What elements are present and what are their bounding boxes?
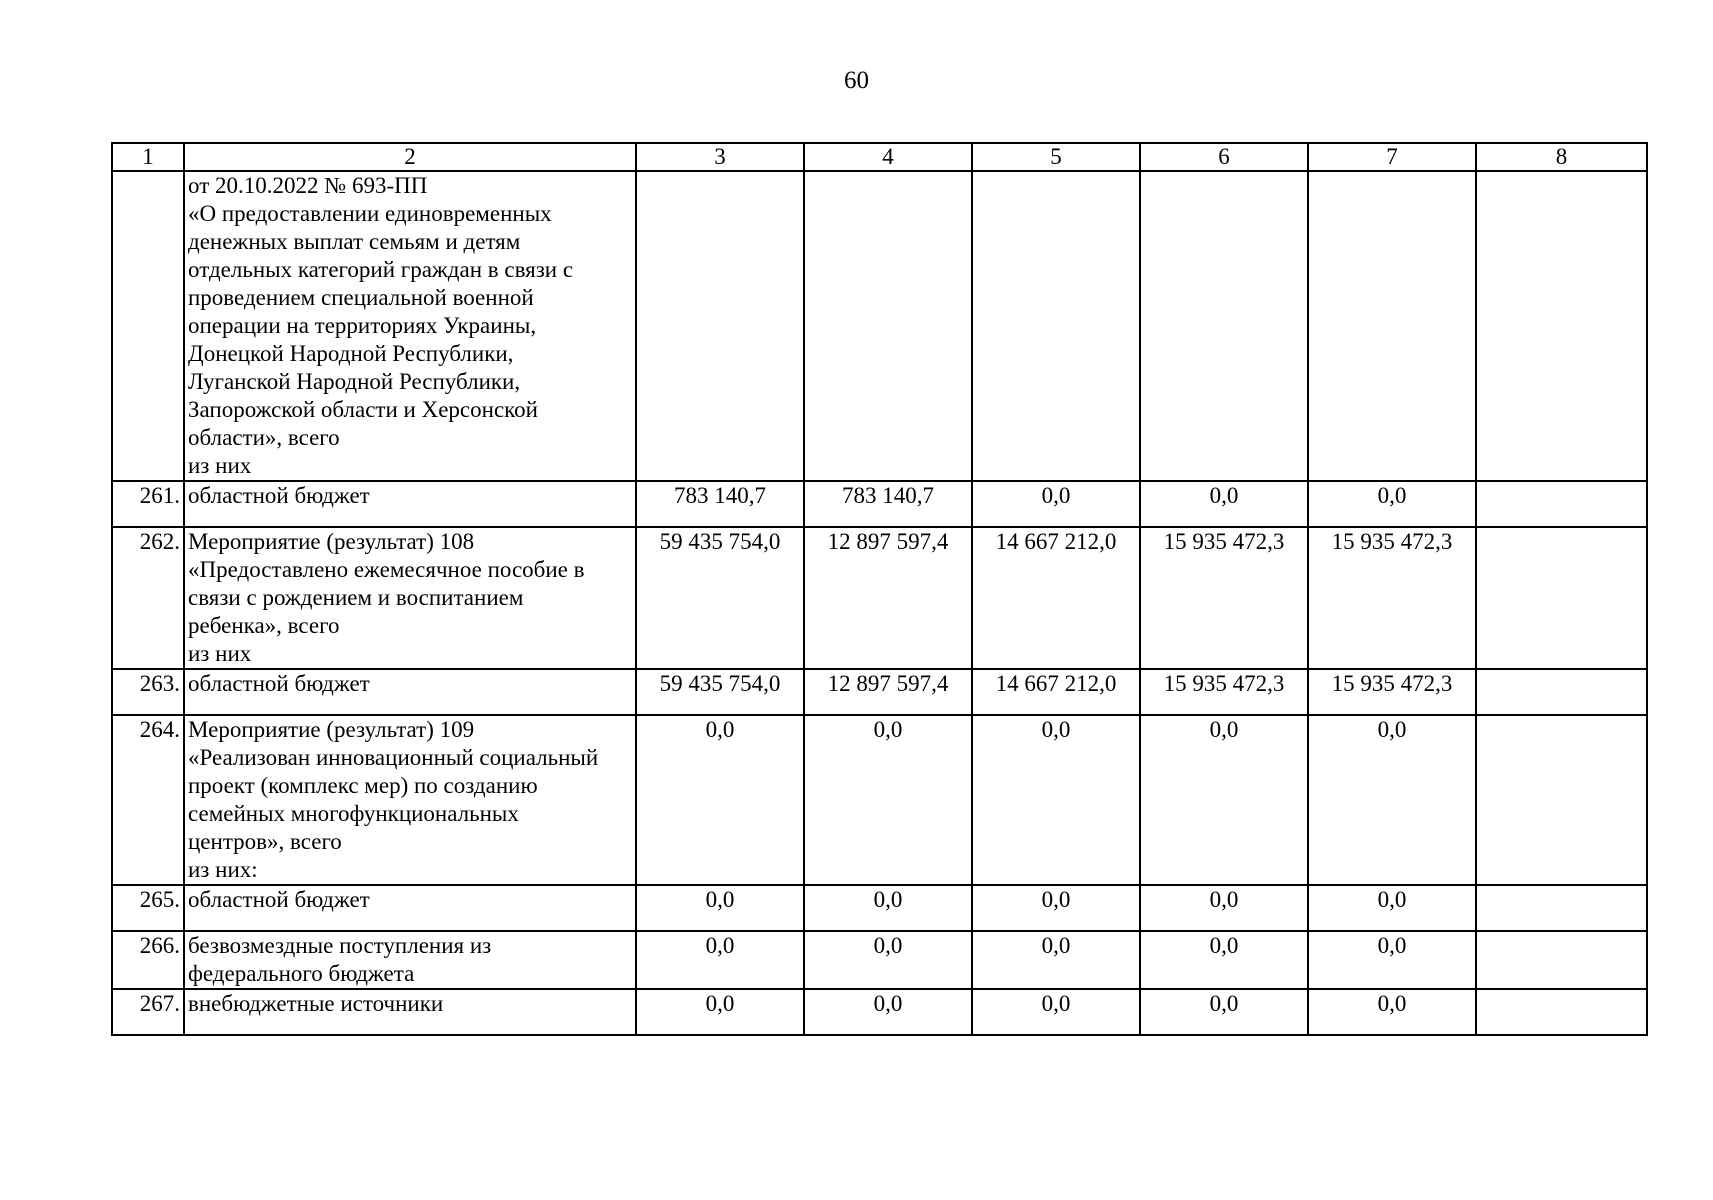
value-cell: 0,0 bbox=[1308, 715, 1476, 885]
row-number bbox=[112, 171, 184, 481]
value-cell: 0,0 bbox=[1308, 885, 1476, 931]
value-cell: 0,0 bbox=[804, 715, 972, 885]
column-header: 1 bbox=[112, 143, 184, 171]
row-description: областной бюджет bbox=[184, 481, 636, 527]
page-number: 60 bbox=[844, 67, 869, 94]
column-header: 8 bbox=[1476, 143, 1647, 171]
value-cell: 0,0 bbox=[972, 989, 1140, 1035]
table-row bbox=[112, 171, 1647, 481]
value-cell: 0,0 bbox=[1140, 481, 1308, 527]
value-cell: 15 935 472,3 bbox=[1308, 527, 1476, 669]
table-row bbox=[112, 885, 1647, 931]
value-cell: 12 897 597,4 bbox=[804, 669, 972, 715]
budget-table bbox=[111, 142, 1648, 1036]
value-cell: 783 140,7 bbox=[636, 481, 804, 527]
row-description: от 20.10.2022 № 693-ПП «О предоставлении единовременных денежных выплат семьям и детям отдельных категорий граждан в связи с проведением специальной военной операции на территориях Украины, Донецкой Народной Республики, Луганской Народной Республики, Запорожской области и Херсонской области», всего из них bbox=[184, 171, 636, 481]
value-cell: 0,0 bbox=[972, 481, 1140, 527]
column-header-row bbox=[112, 143, 1647, 171]
value-cell: 0,0 bbox=[804, 989, 972, 1035]
row-description: областной бюджет bbox=[184, 885, 636, 931]
column-header: 6 bbox=[1140, 143, 1308, 171]
value-cell: 0,0 bbox=[1140, 989, 1308, 1035]
table-row bbox=[112, 715, 1647, 885]
column-header: 5 bbox=[972, 143, 1140, 171]
value-cell: 14 667 212,0 bbox=[972, 527, 1140, 669]
value-cell: 0,0 bbox=[636, 715, 804, 885]
table-row bbox=[112, 931, 1647, 989]
value-cell bbox=[1476, 989, 1647, 1035]
column-header: 4 bbox=[804, 143, 972, 171]
table-row bbox=[112, 989, 1647, 1035]
row-number: 261. bbox=[112, 481, 184, 527]
value-cell: 15 935 472,3 bbox=[1140, 669, 1308, 715]
value-cell bbox=[1476, 481, 1647, 527]
value-cell: 0,0 bbox=[636, 931, 804, 989]
value-cell bbox=[1308, 171, 1476, 481]
value-cell: 15 935 472,3 bbox=[1140, 527, 1308, 669]
column-header: 3 bbox=[636, 143, 804, 171]
value-cell: 0,0 bbox=[1308, 931, 1476, 989]
value-cell: 0,0 bbox=[636, 885, 804, 931]
row-number: 267. bbox=[112, 989, 184, 1035]
value-cell bbox=[972, 171, 1140, 481]
table-row bbox=[112, 669, 1647, 715]
value-cell bbox=[1476, 669, 1647, 715]
table-row bbox=[112, 527, 1647, 669]
value-cell: 0,0 bbox=[1308, 989, 1476, 1035]
value-cell bbox=[1476, 885, 1647, 931]
value-cell: 0,0 bbox=[636, 989, 804, 1035]
value-cell: 0,0 bbox=[1140, 715, 1308, 885]
value-cell bbox=[1476, 171, 1647, 481]
row-number: 266. bbox=[112, 931, 184, 989]
value-cell bbox=[1476, 931, 1647, 989]
row-description: Мероприятие (результат) 109 «Реализован инновационный социальный проект (комплекс мер) по созданию семейных многофункциональных центров», всего из них: bbox=[184, 715, 636, 885]
value-cell: 59 435 754,0 bbox=[636, 527, 804, 669]
row-description: Мероприятие (результат) 108 «Предоставлено ежемесячное пособие в связи с рождением и воспитанием ребенка», всего из них bbox=[184, 527, 636, 669]
value-cell: 0,0 bbox=[972, 885, 1140, 931]
row-number: 265. bbox=[112, 885, 184, 931]
value-cell: 0,0 bbox=[804, 885, 972, 931]
row-description: внебюджетные источники bbox=[184, 989, 636, 1035]
value-cell bbox=[1140, 171, 1308, 481]
value-cell: 15 935 472,3 bbox=[1308, 669, 1476, 715]
row-description: безвозмездные поступления из федерального бюджета bbox=[184, 931, 636, 989]
value-cell: 12 897 597,4 bbox=[804, 527, 972, 669]
value-cell: 0,0 bbox=[972, 931, 1140, 989]
value-cell: 0,0 bbox=[1140, 885, 1308, 931]
row-number: 263. bbox=[112, 669, 184, 715]
value-cell bbox=[1476, 715, 1647, 885]
value-cell: 59 435 754,0 bbox=[636, 669, 804, 715]
column-header: 2 bbox=[184, 143, 636, 171]
column-header: 7 bbox=[1308, 143, 1476, 171]
value-cell: 0,0 bbox=[972, 715, 1140, 885]
value-cell bbox=[804, 171, 972, 481]
value-cell: 783 140,7 bbox=[804, 481, 972, 527]
value-cell: 0,0 bbox=[1308, 481, 1476, 527]
value-cell: 0,0 bbox=[804, 931, 972, 989]
value-cell: 14 667 212,0 bbox=[972, 669, 1140, 715]
value-cell bbox=[636, 171, 804, 481]
table-row bbox=[112, 481, 1647, 527]
value-cell: 0,0 bbox=[1140, 931, 1308, 989]
value-cell bbox=[1476, 527, 1647, 669]
row-number: 264. bbox=[112, 715, 184, 885]
row-description: областной бюджет bbox=[184, 669, 636, 715]
row-number: 262. bbox=[112, 527, 184, 669]
